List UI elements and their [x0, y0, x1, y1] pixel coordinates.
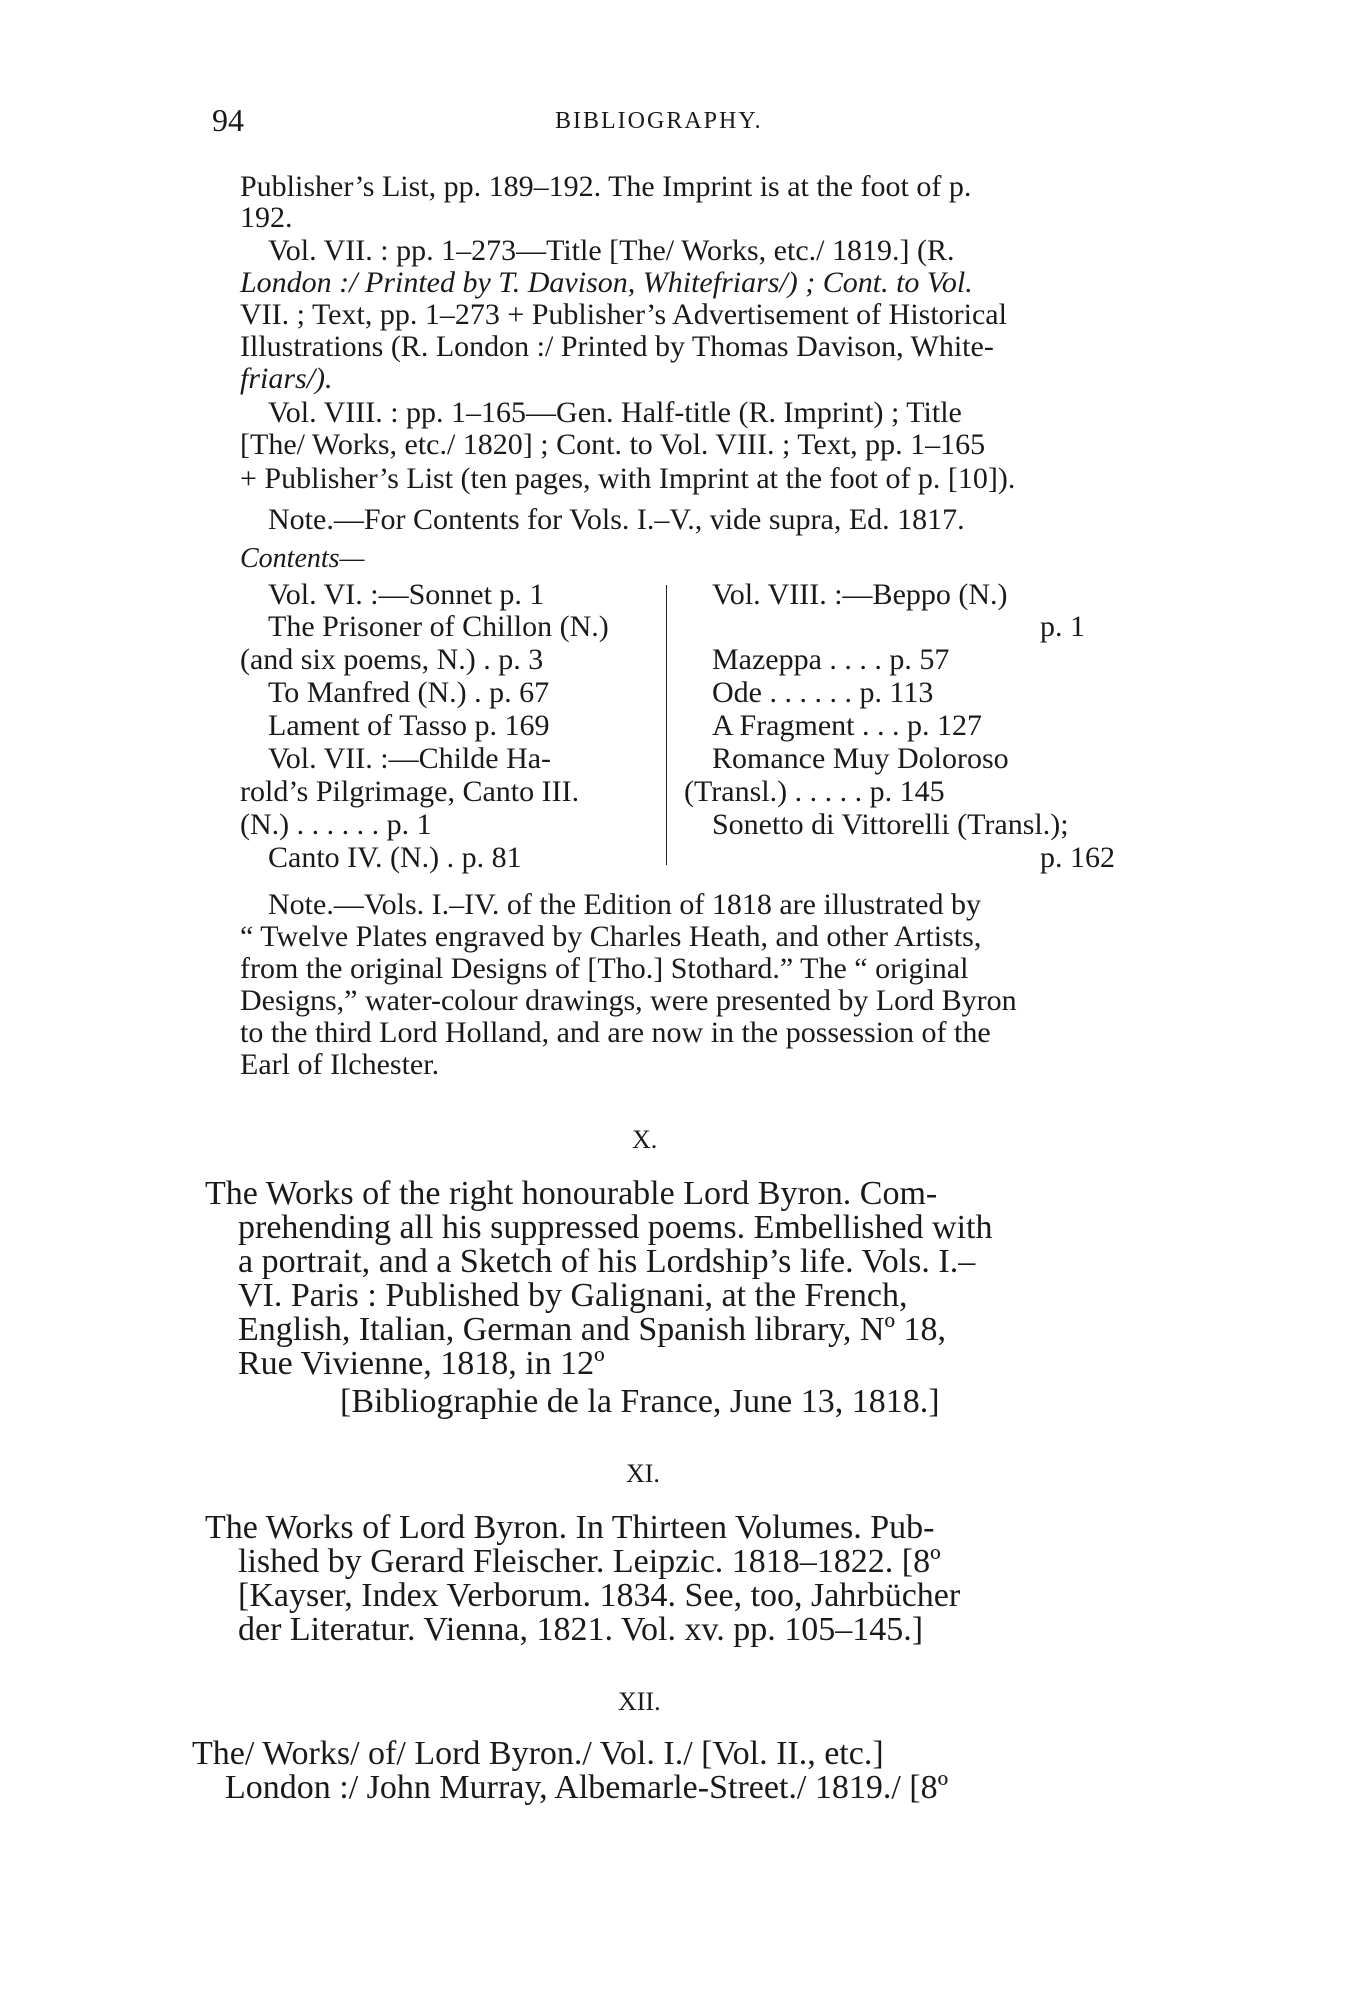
entry-line: The Works of Lord Byron. In Thirteen Volumes. Pub-: [205, 1509, 935, 1546]
contents-item: Mazeppa . . . . p. 57: [712, 643, 950, 676]
contents-item: p. 162: [1040, 841, 1115, 874]
entry-line: a portrait, and a Sketch of his Lordship’s life. Vols. I.–: [238, 1243, 976, 1280]
contents-item: The Prisoner of Chillon (N.): [268, 610, 609, 643]
contents-item: p. 1: [1040, 610, 1085, 643]
entry-line: lished by Gerard Fleischer. Leipzic. 1818–1822. [8º: [238, 1543, 941, 1580]
entry-line: [Kayser, Index Verborum. 1834. See, too, Jahrbücher: [238, 1577, 961, 1614]
entry-line: VI. Paris : Published by Galignani, at the French,: [238, 1277, 908, 1314]
text-line: Publisher’s List, pp. 189–192. The Imprint is at the foot of p.: [240, 170, 972, 203]
column-divider: [666, 585, 667, 865]
entry-source: [Bibliographie de la France, June 13, 1818.]: [340, 1383, 940, 1420]
entry-line: Rue Vivienne, 1818, in 12º: [238, 1345, 605, 1382]
note-line: from the original Designs of [Tho.] Stothard.” The “ original: [240, 952, 969, 985]
text-line: Vol. VIII. : pp. 1–165—Gen. Half-title (R. Imprint) ; Title: [268, 396, 962, 429]
entry-line: The/ Works/ of/ Lord Byron./ Vol. I./ [Vol. II., etc.]: [192, 1735, 884, 1772]
text-line: + Publisher’s List (ten pages, with Imprint at the foot of p. [10]).: [240, 462, 1016, 495]
note-line: to the third Lord Holland, and are now in the possession of the: [240, 1016, 991, 1049]
contents-item: (Transl.) . . . . . p. 145: [684, 775, 945, 808]
contents-item: Vol. VI. :—Sonnet p. 1: [268, 578, 545, 611]
text-line: Vol. VII. : pp. 1–273—Title [The/ Works, etc./ 1819.] (R.: [268, 234, 955, 267]
contents-item: (and six poems, N.) . p. 3: [240, 643, 544, 676]
note-line: Note.—For Contents for Vols. I.–V., vide supra, Ed. 1817.: [268, 503, 965, 536]
contents-item: (N.) . . . . . . p. 1: [240, 808, 432, 841]
entry-line: English, Italian, German and Spanish library, Nº 18,: [238, 1311, 947, 1348]
contents-item: Canto IV. (N.) . p. 81: [268, 841, 522, 874]
note-line: Designs,” water-colour drawings, were presented by Lord Byron: [240, 984, 1017, 1017]
entry-numeral-xii: XII.: [618, 1687, 661, 1716]
entry-line: London :/ John Murray, Albemarle-Street./ 1819./ [8º: [225, 1769, 949, 1806]
text-line: 192.: [240, 201, 293, 234]
contents-item: Vol. VIII. :—Beppo (N.): [712, 578, 1008, 611]
note-line: Note.—Vols. I.–IV. of the Edition of 1818 are illustrated by: [268, 888, 981, 921]
entry-line: The Works of the right honourable Lord Byron. Com-: [205, 1175, 938, 1212]
contents-item: Sonetto di Vittorelli (Transl.);: [712, 808, 1069, 841]
text-line: friars/).: [240, 362, 333, 395]
contents-item: Romance Muy Doloroso: [712, 742, 1009, 775]
entry-numeral-x: X.: [632, 1125, 658, 1154]
contents-heading: Contents—: [240, 543, 365, 574]
contents-item: Vol. VII. :—Childe Ha-: [268, 742, 552, 775]
note-line: Earl of Ilchester.: [240, 1048, 440, 1081]
text-line: VII. ; Text, pp. 1–273 + Publisher’s Advertisement of Historical: [240, 298, 1007, 331]
text-line: [The/ Works, etc./ 1820] ; Cont. to Vol. VIII. ; Text, pp. 1–165: [240, 428, 986, 461]
contents-item: A Fragment . . . p. 127: [712, 709, 982, 742]
contents-item: rold’s Pilgrimage, Canto III.: [240, 775, 580, 808]
page-number: 94: [212, 102, 244, 138]
note-line: “ Twelve Plates engraved by Charles Heath, and other Artists,: [240, 920, 982, 953]
contents-item: Lament of Tasso p. 169: [268, 709, 550, 742]
text-line: Illustrations (R. London :/ Printed by Thomas Davison, White-: [240, 330, 994, 363]
text-line: London :/ Printed by T. Davison, Whitefriars/) ; Cont. to Vol.: [240, 266, 973, 299]
entry-line: der Literatur. Vienna, 1821. Vol. xv. pp. 105–145.]: [238, 1611, 924, 1648]
running-title: BIBLIOGRAPHY.: [555, 108, 763, 134]
entry-numeral-xi: XI.: [626, 1459, 660, 1488]
contents-item: To Manfred (N.) . p. 67: [268, 676, 550, 709]
entry-line: prehending all his suppressed poems. Embellished with: [238, 1209, 993, 1246]
contents-item: Ode . . . . . . p. 113: [712, 676, 934, 709]
